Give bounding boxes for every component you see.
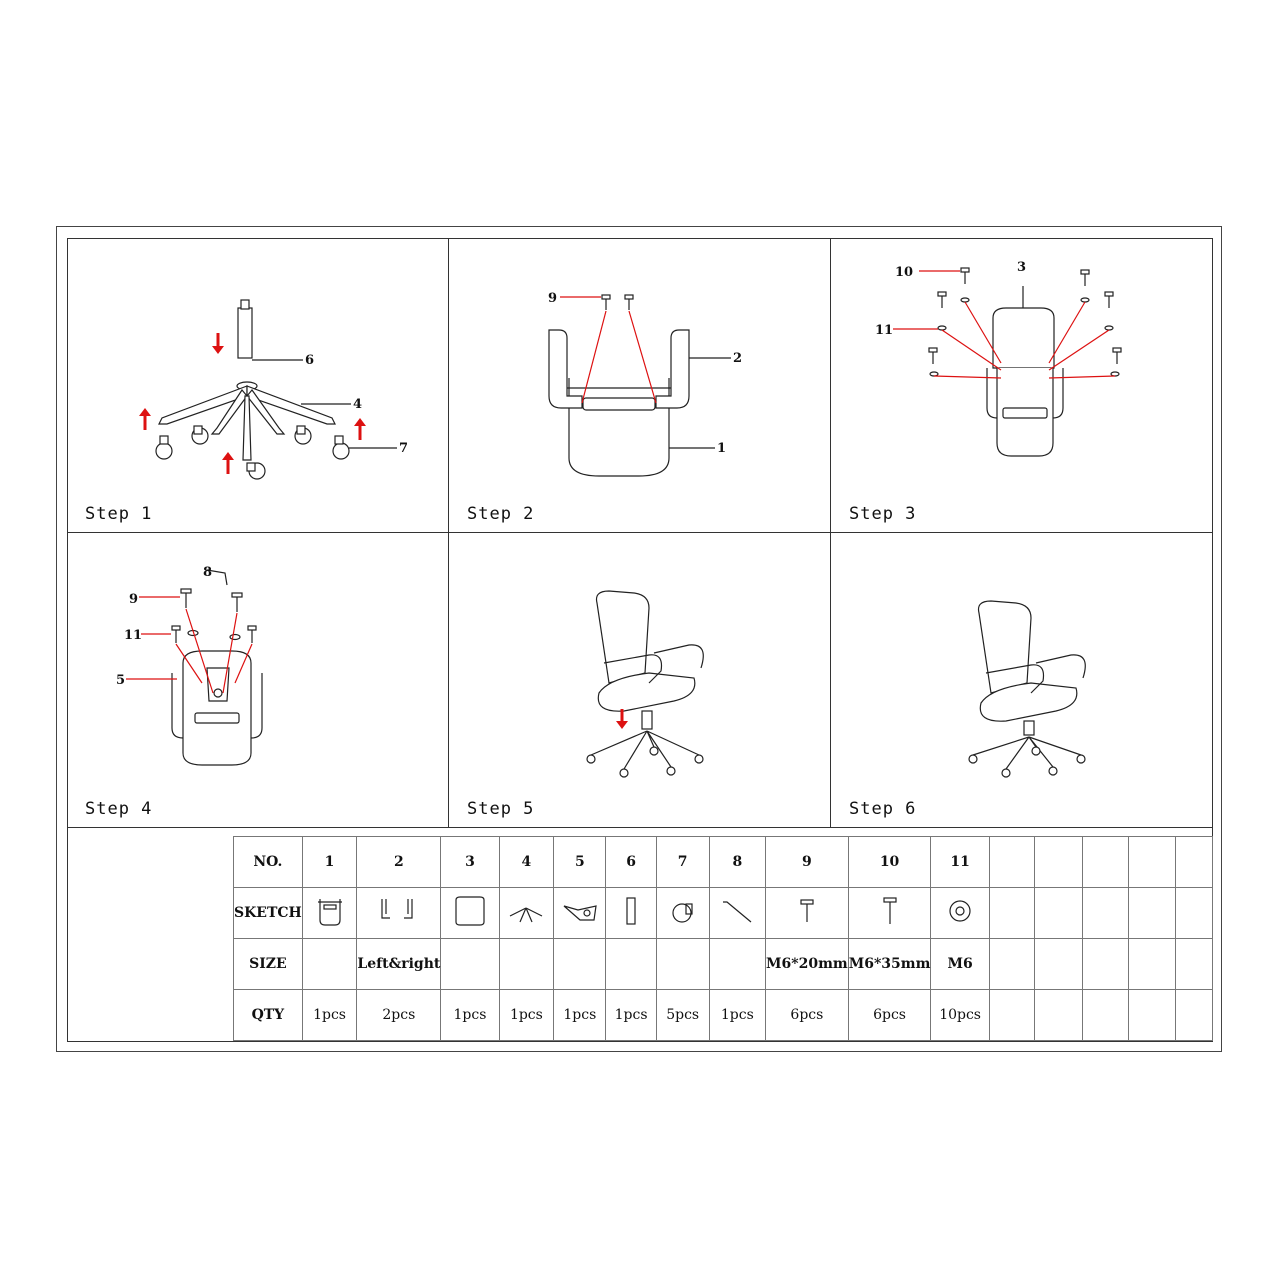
bolt-short-icon bbox=[766, 888, 849, 939]
empty-cell bbox=[1035, 990, 1082, 1041]
empty-cell bbox=[1082, 837, 1128, 888]
callout-11: 11 bbox=[124, 628, 143, 643]
backrest-icon bbox=[441, 888, 499, 939]
part-qty: 1pcs bbox=[709, 990, 765, 1041]
empty-cell bbox=[1082, 888, 1128, 939]
callout-9: 9 bbox=[548, 291, 558, 306]
part-number: 4 bbox=[499, 837, 554, 888]
row-header-no: NO. bbox=[234, 837, 303, 888]
part-qty: 1pcs bbox=[499, 990, 554, 1041]
part-qty: 1pcs bbox=[554, 990, 606, 1041]
table-row-qty bbox=[234, 990, 1213, 1041]
caster-icon bbox=[156, 426, 349, 479]
part-size bbox=[554, 939, 606, 990]
bolt-long-icon bbox=[848, 888, 931, 939]
step-2-panel bbox=[449, 238, 831, 533]
part-size bbox=[606, 939, 656, 990]
allen-key-icon bbox=[709, 888, 765, 939]
step-5-panel bbox=[449, 533, 831, 828]
step-5-diagram bbox=[449, 533, 831, 828]
part-number: 11 bbox=[931, 837, 989, 888]
part-qty: 10pcs bbox=[931, 990, 989, 1041]
callout-11: 11 bbox=[875, 323, 894, 338]
part-qty: 1pcs bbox=[441, 990, 499, 1041]
bolt-short-icon bbox=[602, 295, 633, 310]
empty-cell bbox=[1035, 888, 1082, 939]
empty-cell bbox=[1175, 939, 1212, 990]
bolt-short-icon bbox=[172, 589, 256, 643]
part-qty: 1pcs bbox=[302, 990, 357, 1041]
empty-cell bbox=[1128, 837, 1175, 888]
step-5-label: Step 5 bbox=[467, 799, 535, 819]
callout-4: 4 bbox=[353, 397, 363, 412]
down-arrow-icon bbox=[212, 333, 224, 354]
part-number: 8 bbox=[709, 837, 765, 888]
part-number: 9 bbox=[766, 837, 849, 888]
callout-10: 10 bbox=[895, 265, 914, 280]
step-3-label: Step 3 bbox=[849, 504, 917, 524]
step-6-label: Step 6 bbox=[849, 799, 917, 819]
step-2-diagram bbox=[449, 238, 831, 533]
base-icon bbox=[159, 382, 335, 460]
part-number: 3 bbox=[441, 837, 499, 888]
callout-3: 3 bbox=[1017, 260, 1027, 275]
mechanism-icon bbox=[554, 888, 606, 939]
empty-cell bbox=[1175, 837, 1212, 888]
empty-cell bbox=[989, 939, 1035, 990]
part-qty: 6pcs bbox=[848, 990, 931, 1041]
empty-cell bbox=[1128, 990, 1175, 1041]
part-size bbox=[441, 939, 499, 990]
base-icon bbox=[499, 888, 554, 939]
gas-lift-icon bbox=[238, 308, 252, 358]
step-1-panel bbox=[67, 238, 449, 533]
part-qty: 1pcs bbox=[606, 990, 656, 1041]
seat-icon bbox=[302, 888, 357, 939]
part-number: 7 bbox=[656, 837, 709, 888]
empty-cell bbox=[1035, 939, 1082, 990]
empty-cell bbox=[1128, 888, 1175, 939]
part-qty: 6pcs bbox=[766, 990, 849, 1041]
part-number: 2 bbox=[357, 837, 441, 888]
table-row-no bbox=[234, 837, 1213, 888]
empty-cell bbox=[1128, 939, 1175, 990]
caster-icon bbox=[656, 888, 709, 939]
parts-table bbox=[233, 836, 1213, 1041]
part-size bbox=[499, 939, 554, 990]
step-6-panel bbox=[831, 533, 1213, 828]
callout-7: 7 bbox=[399, 441, 409, 456]
parts-list bbox=[67, 836, 1213, 1042]
office-chair-icon bbox=[969, 601, 1085, 777]
armrest-icon bbox=[357, 888, 441, 939]
empty-cell bbox=[1175, 888, 1212, 939]
table-row-sketch bbox=[234, 888, 1213, 939]
callout-6: 6 bbox=[305, 353, 315, 368]
part-qty: 5pcs bbox=[656, 990, 709, 1041]
empty-cell bbox=[989, 837, 1035, 888]
empty-cell bbox=[989, 990, 1035, 1041]
part-number: 10 bbox=[848, 837, 931, 888]
seat-icon bbox=[987, 368, 1063, 456]
step-1-label: Step 1 bbox=[85, 504, 153, 524]
part-number: 1 bbox=[302, 837, 357, 888]
part-size: M6 bbox=[931, 939, 989, 990]
gas-lift-icon bbox=[606, 888, 656, 939]
empty-cell bbox=[1175, 990, 1212, 1041]
step-2-label: Step 2 bbox=[467, 504, 535, 524]
part-size bbox=[709, 939, 765, 990]
step-6-diagram bbox=[831, 533, 1213, 828]
seat-icon bbox=[564, 378, 674, 476]
part-number: 5 bbox=[554, 837, 606, 888]
step-3-diagram bbox=[831, 238, 1213, 533]
callout-9: 9 bbox=[129, 592, 139, 607]
part-qty: 2pcs bbox=[357, 990, 441, 1041]
backrest-icon bbox=[993, 286, 1054, 368]
step-1-diagram bbox=[67, 238, 449, 533]
callout-1: 1 bbox=[717, 441, 727, 456]
row-header-qty: QTY bbox=[234, 990, 303, 1041]
empty-cell bbox=[989, 888, 1035, 939]
part-size: Left&right bbox=[357, 939, 441, 990]
washer-icon bbox=[931, 888, 989, 939]
row-header-sketch: SKETCH bbox=[234, 888, 303, 939]
row-header-size: SIZE bbox=[234, 939, 303, 990]
down-arrow-icon bbox=[616, 709, 628, 729]
empty-cell bbox=[1035, 837, 1082, 888]
office-chair-icon bbox=[587, 591, 703, 777]
callout-2: 2 bbox=[733, 351, 743, 366]
part-size bbox=[656, 939, 709, 990]
part-size bbox=[302, 939, 357, 990]
part-size: M6*35mm bbox=[848, 939, 931, 990]
callout-5: 5 bbox=[116, 673, 126, 688]
empty-cell bbox=[1082, 990, 1128, 1041]
callout-8: 8 bbox=[203, 565, 213, 580]
part-size: M6*20mm bbox=[766, 939, 849, 990]
table-row-size bbox=[234, 939, 1213, 990]
part-number: 6 bbox=[606, 837, 656, 888]
empty-cell bbox=[1082, 939, 1128, 990]
step-3-panel bbox=[831, 238, 1213, 533]
step-4-panel bbox=[67, 533, 449, 828]
step-4-label: Step 4 bbox=[85, 799, 153, 819]
step-4-diagram bbox=[67, 533, 449, 828]
